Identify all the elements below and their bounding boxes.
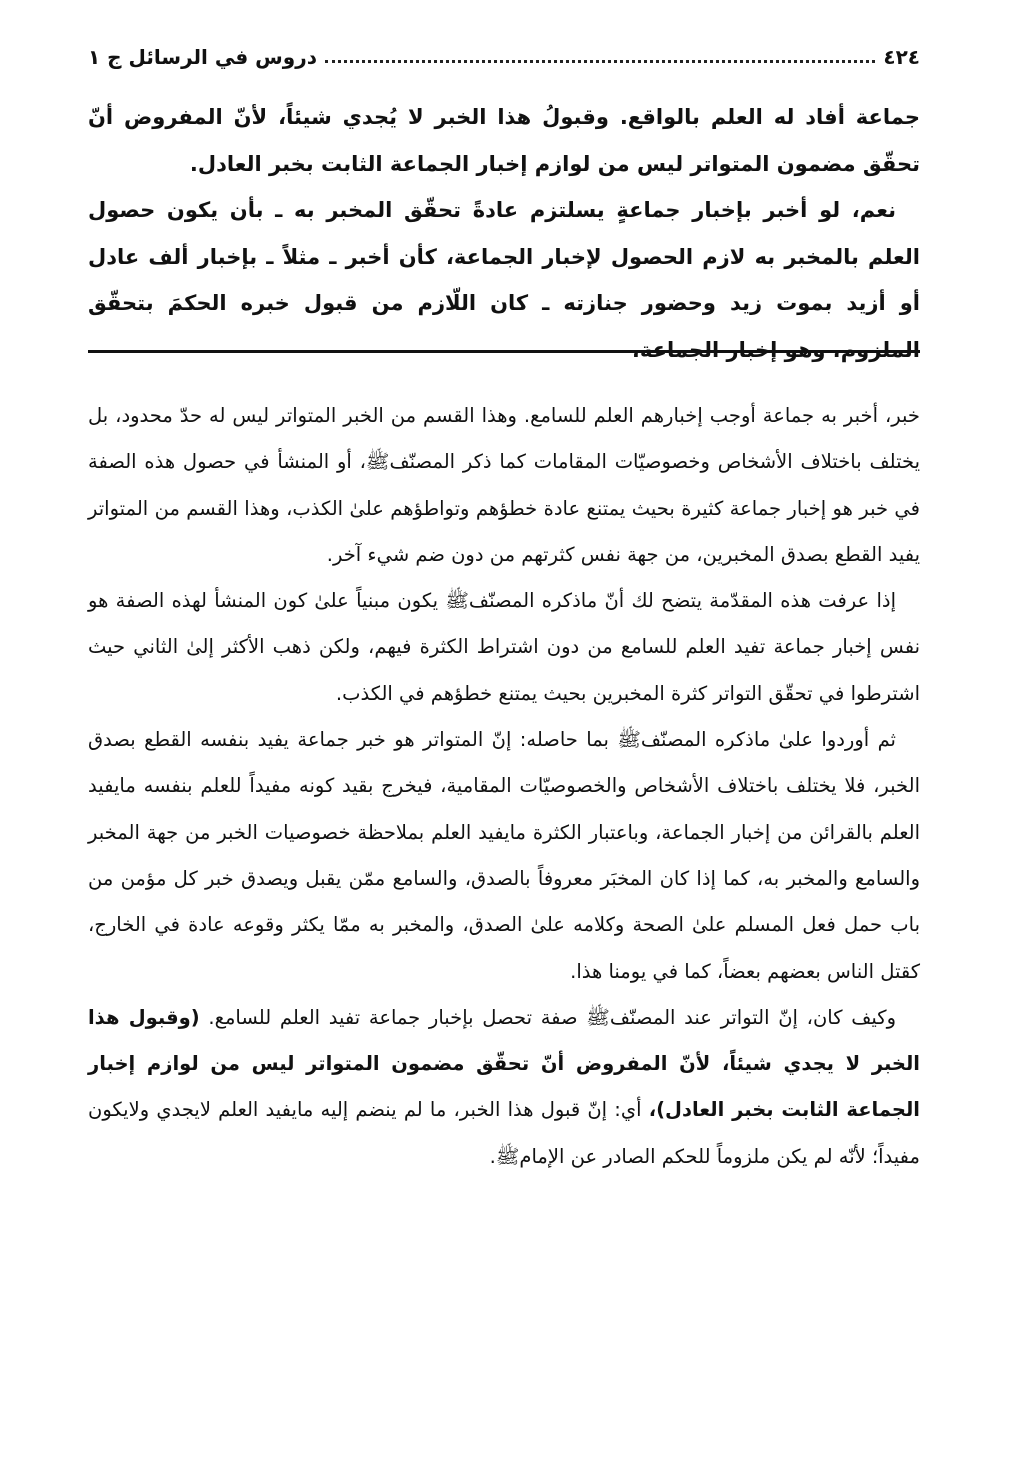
commentary-explanation: أي: إنّ قبول هذا الخبر، ما لم ينضم إليه مايفيد العلم لايجدي ولايكون مفيداً؛ لأنّه لم يكن ملزوماً للحكم الصادر عن الإمامﷺ. (88, 1098, 920, 1168)
section-divider (88, 350, 920, 353)
quoted-main-text: (وقبول هذا الخبر لا يجدي شيئاً، لأنّ المفروض أنّ تحقّق مضمون المتواتر ليس من لوازم إخبار الجماعة الثابت بخبر العادل)، (88, 1005, 920, 1122)
running-header (88, 40, 920, 74)
commentary-intro: وكيف كان، إنّ التواتر عند المصنّفﷺ صفة تحصل بإخبار جماعة تفيد العلم للسامع. (208, 1005, 896, 1029)
book-title: دروس في الرسائل ج ١ (88, 45, 317, 69)
commentary-paragraph (88, 995, 920, 1180)
commentary-text (88, 393, 920, 1180)
header-dotted-leader (325, 60, 875, 63)
commentary-paragraph: ثم أوردوا علىٰ ماذكره المصنّفﷺ بما حاصله: إنّ المتواتر هو خبر جماعة يفيد بنفسه القطع بصدق الخبر، فلا يختلف باختلاف الأشخاص والخصوصيّات المقامية، فيخرج بقيد كونه مفيداً للعلم بنفسه مايفيد العلم بالقرائن من إخبار الجماعة، وباعتبار الكثرة مايفيد العلم بملاحظة خصوصيات الخبر من جهة المخبر والسامع والمخبر به، كما إذا كان المخبَر معروفاً بالصدق، والسامع ممّن يقبل ويصدق خبر كل مؤمن من باب حمل فعل المسلم علىٰ الصحة وكلامه علىٰ الصدق، والمخبر به ممّا يكثر وقوعه عادة في الخارج، كقتل الناس بعضهم بعضاً، كما في يومنا هذا. (88, 728, 920, 983)
page-number: ٤٢٤ (883, 45, 920, 69)
commentary-paragraph: خبر، أخبر به جماعة أوجب إخبارهم العلم للسامع. وهذا القسم من الخبر المتواتر ليس له حدّ محدود، بل يختلف باختلاف الأشخاص وخصوصيّات المقامات كما ذكر المصنّفﷺ، أو المنشأ في حصول هذه الصفة في خبر هو إخبار جماعة كثيرة بحيث يمتنع عادة خطؤهم وتواطؤهم علىٰ الكذب، وهذا القسم من المتواتر يفيد القطع بصدق المخبرين، من جهة نفس كثرتهم من دون ضم شيء آخر. (88, 404, 920, 566)
main-text-paragraph: نعم، لو أخبر بإخبار جماعةٍ يسلتزم عادةً تحقّق المخبر به ـ بأن يكون حصول العلم بالمخبر به لازم الحصول لإخبار الجماعة، كأن أخبر ـ مثلاً ـ بإخبار ألف عادل أو أزيد بموت زيد وحضور جنازته ـ كان اللّازم من قبول خبره الحكمَ بتحقّق الملزوم، وهو إخبار الجماعة، (88, 198, 920, 362)
main-text-paragraph: جماعة أفاد له العلم بالواقع. وقبولُ هذا الخبر لا يُجدي شيئاً، لأنّ المفروض أنّ تحقّق مضمون المتواتر ليس من لوازم إخبار الجماعة الثابت بخبر العادل. (88, 105, 920, 176)
main-text (88, 94, 920, 373)
commentary-paragraph: إذا عرفت هذه المقدّمة يتضح لك أنّ ماذكره المصنّفﷺ يكون مبنياً علىٰ كون المنشأ لهذه الصفة هو نفس إخبار جماعة تفيد العلم للسامع من دون اشتراط الكثرة فيهم، ولكن ذهب الأكثر إلىٰ الثاني حيث اشترطوا في تحقّق التواتر كثرة المخبرين بحيث يمتنع خطؤهم في الكذب. (88, 589, 920, 705)
